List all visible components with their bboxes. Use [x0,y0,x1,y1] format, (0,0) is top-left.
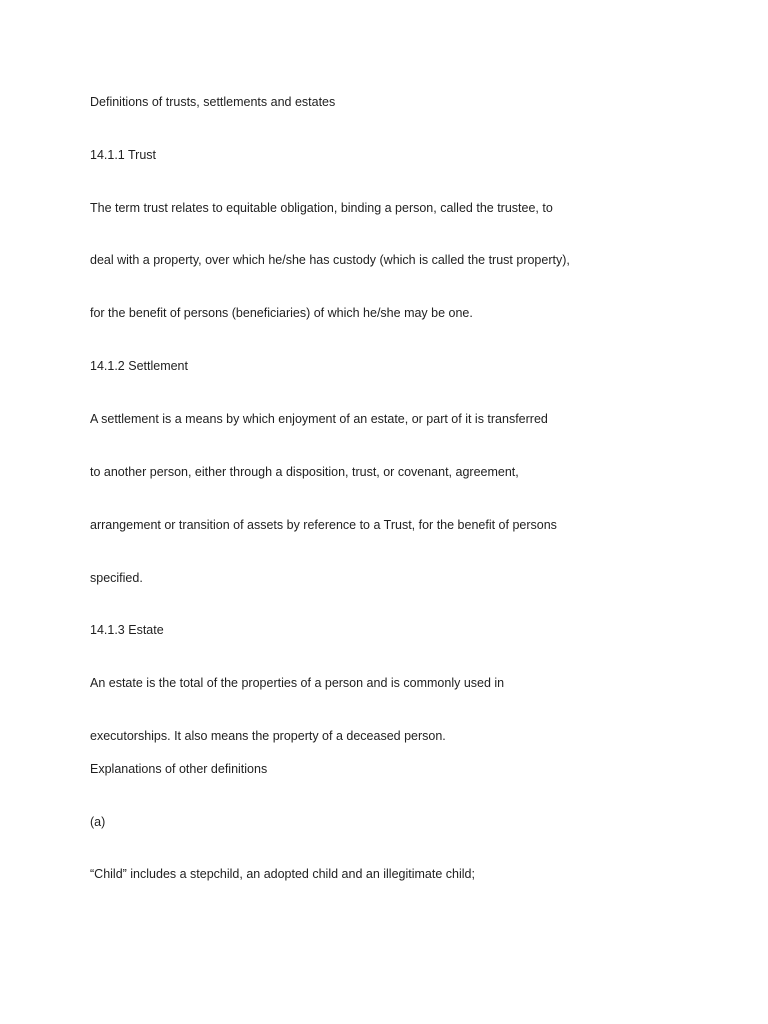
trust-text-line-1: The term trust relates to equitable obligation, binding a person, called the trustee, to [90,201,553,215]
definition-marker-a: (a) [90,815,106,829]
settlement-text-line-4: specified. [90,571,143,585]
document-title: Definitions of trusts, settlements and estates [90,95,336,109]
trust-text-line-3: for the benefit of persons (beneficiaries) of which he/she may be one. [90,306,473,320]
settlement-text-line-2: to another person, either through a disposition, trust, or covenant, agreement, [90,465,519,479]
heading-settlement: 14.1.2 Settlement [90,359,188,373]
settlement-text-line-3: arrangement or transition of assets by reference to a Trust, for the benefit of persons [90,518,557,532]
heading-trust: 14.1.1 Trust [90,148,157,162]
estate-text-line-2: executorships. It also means the property of a deceased person. [90,729,446,743]
estate-text-line-1: An estate is the total of the properties of a person and is commonly used in [90,676,505,690]
heading-estate: 14.1.3 Estate [90,623,164,637]
heading-other-definitions: Explanations of other definitions [90,762,268,776]
definition-child-text: “Child” includes a stepchild, an adopted child and an illegitimate child; [90,867,475,881]
settlement-text-line-1: A settlement is a means by which enjoyment of an estate, or part of it is transferred [90,412,548,426]
trust-text-line-2: deal with a property, over which he/she has custody (which is called the trust property), [90,253,570,267]
